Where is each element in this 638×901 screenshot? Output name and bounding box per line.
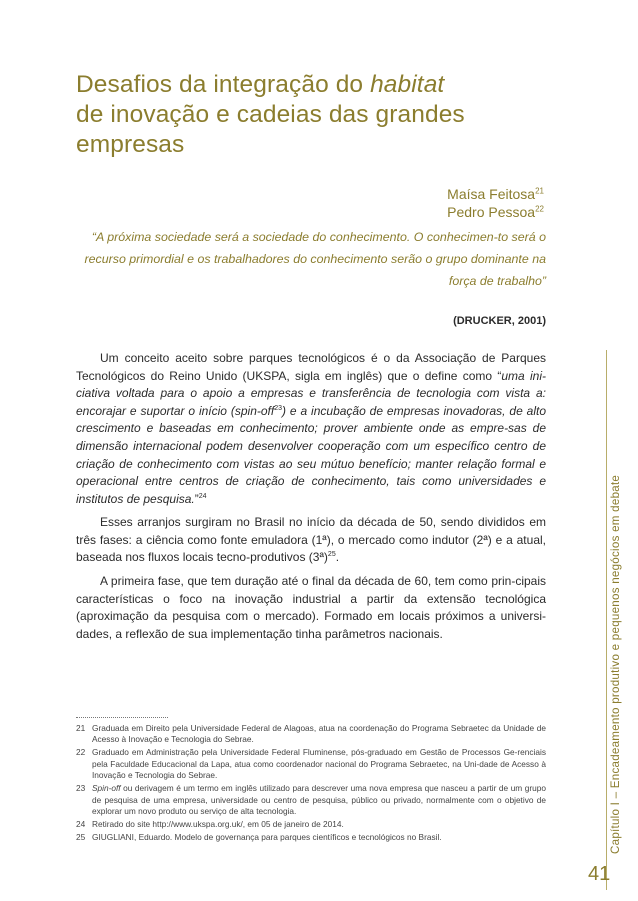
- authors-block: [447, 185, 544, 221]
- footnote-text: Graduado em Administração pela Universidade Federal Fluminense, pós-graduado em Gestão de Processos Ge-renciais pela Faculdade Educacional da Lapa, atua como coordenador nacional do Programa Sebraetec, na Uni-dade de Acesso à Inovação e Tecnologia do Sebrae.: [92, 747, 546, 781]
- p2-text: Esses arranjos surgiram no Brasil no início da década de 50, sendo divididos em três fases: a ciência como fonte emuladora (1ª), o mercado como indutor (2ª) e a atual, baseada nos fluxos locais tecno-produtivos (3ª): [76, 515, 546, 565]
- footnote-ref-25[interactable]: 25: [327, 551, 336, 559]
- footnote-ref-23[interactable]: 23: [274, 404, 283, 412]
- author-1: [447, 185, 544, 203]
- footnote-number: 23: [76, 783, 86, 794]
- footnote-text-rest: ou derivagem é um termo em inglês utilizado para descrever uma nova empresa que nasceu a partir de um grupo de pesquisa de uma empresa, universidade ou centro de pesquisa, público ou privado, normalmente com o objetivo de explorar um novo produto ou serviço de alta tecnologia.: [92, 783, 546, 817]
- chapter-side-label: Capítulo I – Encadeamento produtivo e pequenos negócios em debate: [609, 474, 622, 854]
- footnote-text: GIUGLIANI, Eduardo. Modelo de governança para parques científicos e tecnológicos no Brasil.: [92, 832, 442, 843]
- footnote-number: 21: [76, 723, 86, 733]
- p1-quote-part2: ) e a incubação de empresas inovadoras, de alto crescimento e baseadas em conhecimento; prover ambiente onde as empre-sas de dimensão internacional podem desenvolver cooperação com um específico centro de criação de conhecimento com vistas ao seu mútuo benefício; manter relação formal e operacional entre centros de criação de conhecimento, tais como universidades e institutos de pesquisa.: [76, 403, 546, 506]
- footnote-number: 24: [76, 819, 86, 830]
- p1-lead: Um conceito aceito sobre parques tecnológicos é o da Associação de Parques Tecnológicos do Reino Unido (UKSPA, sigla em inglês) que o define como “: [76, 351, 546, 383]
- side-divider: [606, 350, 607, 890]
- footnote-text: Graduada em Direito pela Universidade Federal de Alagoas, atua na coordenação do Programa Sebraetec da Unidade de Acesso à Inovação e Tecnologia do Sebrae.: [92, 723, 546, 745]
- footnote-number: 25: [76, 832, 86, 843]
- footnote-number: 22: [76, 747, 86, 758]
- body-paragraph-2: [76, 514, 546, 567]
- p2-end: .: [335, 550, 340, 565]
- p1-quote-part1: uma ini-ciativa voltada para o apoio a empresas e transferência de tecnologia com vista a: encorajar e suportar o início (spin-off: [76, 368, 546, 418]
- footnote-22: [76, 747, 546, 781]
- footnote-term: Spin-off: [92, 783, 121, 794]
- body-paragraph-1: [76, 350, 546, 508]
- author-2-name: Pedro Pessoa: [447, 204, 536, 220]
- title-line2: de inovação e cadeias das grandes: [76, 101, 465, 128]
- title-line1-text: Desafios da integração do: [76, 71, 371, 98]
- footnote-divider: [76, 717, 168, 718]
- page-number: 41: [588, 863, 611, 885]
- footnote-24: [76, 819, 546, 830]
- footnotes-list: [76, 723, 546, 845]
- footnote-25: [76, 832, 546, 843]
- footnote-21: [76, 723, 546, 746]
- epigraph-source: (DRUCKER, 2001): [453, 315, 546, 327]
- author-2-note-ref[interactable]: 22: [535, 204, 544, 214]
- title-italic-word: habitat: [370, 71, 445, 98]
- footnote-ref-24[interactable]: 24: [198, 492, 207, 500]
- title-line3: empresas: [76, 131, 185, 158]
- p1-close-quote: ”: [194, 491, 199, 506]
- author-1-note-ref[interactable]: 21: [535, 186, 544, 196]
- footnote-text: [92, 783, 546, 817]
- epigraph-quote: “A próxima sociedade será a sociedade do conhecimento. O conhecimen-to será o recurso primordial e os trabalhadores do conhecimento serão o grupo dominante na força de trabalho”: [84, 230, 546, 288]
- author-2: [447, 203, 544, 221]
- body-paragraph-3: A primeira fase, que tem duração até o final da década de 60, tem como prin-cipais características o foco na inovação industrial a partir da extensão tecnológica (aproximação da pesquisa com o mercado). Formado em locais próximos a universi-dades, a reflexão de sua implementação tinha parâmetros nacionais.: [76, 574, 546, 641]
- author-1-name: Maísa Feitosa: [447, 186, 536, 202]
- chapter-title: [76, 70, 546, 160]
- footnote-text: Retirado do site http://www.ukspa.org.uk/, em 05 de janeiro de 2014.: [92, 819, 344, 830]
- footnote-23: [76, 783, 546, 817]
